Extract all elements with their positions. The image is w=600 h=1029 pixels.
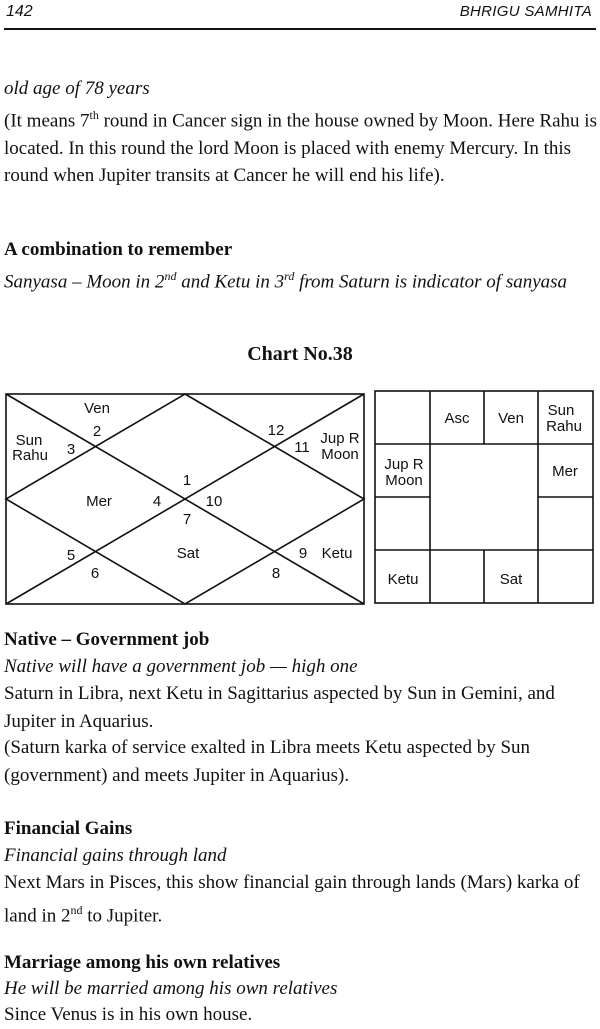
- combination-text: [4, 263, 598, 296]
- planet-mer: Mer: [86, 493, 112, 510]
- combination-text-part-2: and Ketu in 3: [176, 271, 285, 293]
- south-indian-chart: [372, 388, 598, 608]
- house-number-2: 2: [92, 423, 102, 440]
- financial-paragraph: [4, 869, 598, 929]
- financial-italic: Financial gains through land: [4, 845, 227, 866]
- planet-sun: Sun: [15, 432, 43, 449]
- planet-rahu: Rahu: [12, 447, 48, 464]
- cell-sun: Sun: [547, 402, 575, 419]
- page-number: 142: [6, 3, 33, 20]
- intro-paragraph-end: round in Cancer sign in the house owned by Moon. Here Rahu is located. In this round the lord Moon is placed with enemy Mercury. In this round when Jupiter transits at Cancer he will end his life).: [4, 110, 597, 187]
- financial-paragraph-start: Next Mars in Pisces, this show financial gain through lands (Mars) karka of land in 2: [4, 872, 580, 926]
- government-heading: Native – Government job: [4, 629, 210, 650]
- house-number-6: 6: [90, 565, 100, 582]
- cell-mer: Mer: [552, 463, 578, 480]
- financial-heading: Financial Gains: [4, 818, 133, 839]
- government-paragraph-2: (Saturn karka of service exalted in Libra meets Ketu aspected by Sun (government) and meets Jupiter in Aquarius).: [4, 737, 531, 786]
- house-number-12: 12: [267, 422, 285, 439]
- intro-superscript: th: [89, 108, 99, 122]
- page-header: [0, 0, 600, 32]
- house-number-7: 7: [182, 511, 192, 528]
- cell-ven: Ven: [498, 410, 524, 427]
- intro-paragraph: [4, 102, 598, 190]
- house-number-9: 9: [298, 545, 308, 562]
- planet-ven: Ven: [84, 400, 110, 417]
- combination-text-part-1: Sanyasa – Moon in 2: [4, 271, 165, 293]
- government-italic: Native will have a government job — high one: [4, 656, 358, 677]
- marriage-paragraph: Since Venus is in his own house.: [4, 1004, 253, 1025]
- planet-ketu: Ketu: [321, 545, 353, 562]
- financial-paragraph-end: to Jupiter.: [82, 904, 163, 926]
- house-number-11: 11: [294, 439, 310, 456]
- intro-line: old age of 78 years: [4, 78, 150, 99]
- cell-ketu: Ketu: [387, 571, 419, 588]
- house-number-5: 5: [66, 547, 76, 564]
- combination-sup-2: rd: [284, 269, 295, 283]
- house-number-8: 8: [271, 565, 281, 582]
- combination-heading: A combination to remember: [4, 239, 233, 260]
- cell-sat: Sat: [499, 571, 523, 588]
- marriage-heading: Marriage among his own relatives: [4, 952, 281, 973]
- house-number-10: 10: [205, 493, 223, 510]
- house-number-3: 3: [66, 441, 76, 458]
- chart-title: Chart No.38: [247, 343, 353, 365]
- house-number-1: 1: [182, 472, 192, 489]
- planet-jup: Jup R: [320, 430, 360, 447]
- running-title: BHRIGU SAMHITA: [459, 3, 592, 20]
- intro-paragraph-start: (It means 7: [4, 110, 90, 132]
- government-paragraph-1: Saturn in Libra, next Ketu in Sagittarius aspected by Sun in Gemini, and Jupiter in Aquarius.: [4, 683, 555, 732]
- cell-rahu: Rahu: [546, 418, 582, 435]
- house-number-4: 4: [152, 493, 162, 510]
- combination-text-part-3: from Saturn is indicator of sanyasa: [294, 271, 568, 293]
- cell-asc: Asc: [444, 410, 470, 427]
- cell-jup: Jup R: [384, 456, 424, 473]
- north-indian-chart: [0, 388, 370, 610]
- marriage-italic: He will be married among his own relatives: [4, 978, 338, 999]
- financial-superscript: nd: [70, 902, 83, 917]
- header-rule: [4, 28, 596, 30]
- cell-moon: Moon: [385, 472, 423, 489]
- planet-moon: Moon: [321, 446, 359, 463]
- combination-sup-1: nd: [164, 269, 177, 283]
- planet-sat: Sat: [176, 545, 200, 562]
